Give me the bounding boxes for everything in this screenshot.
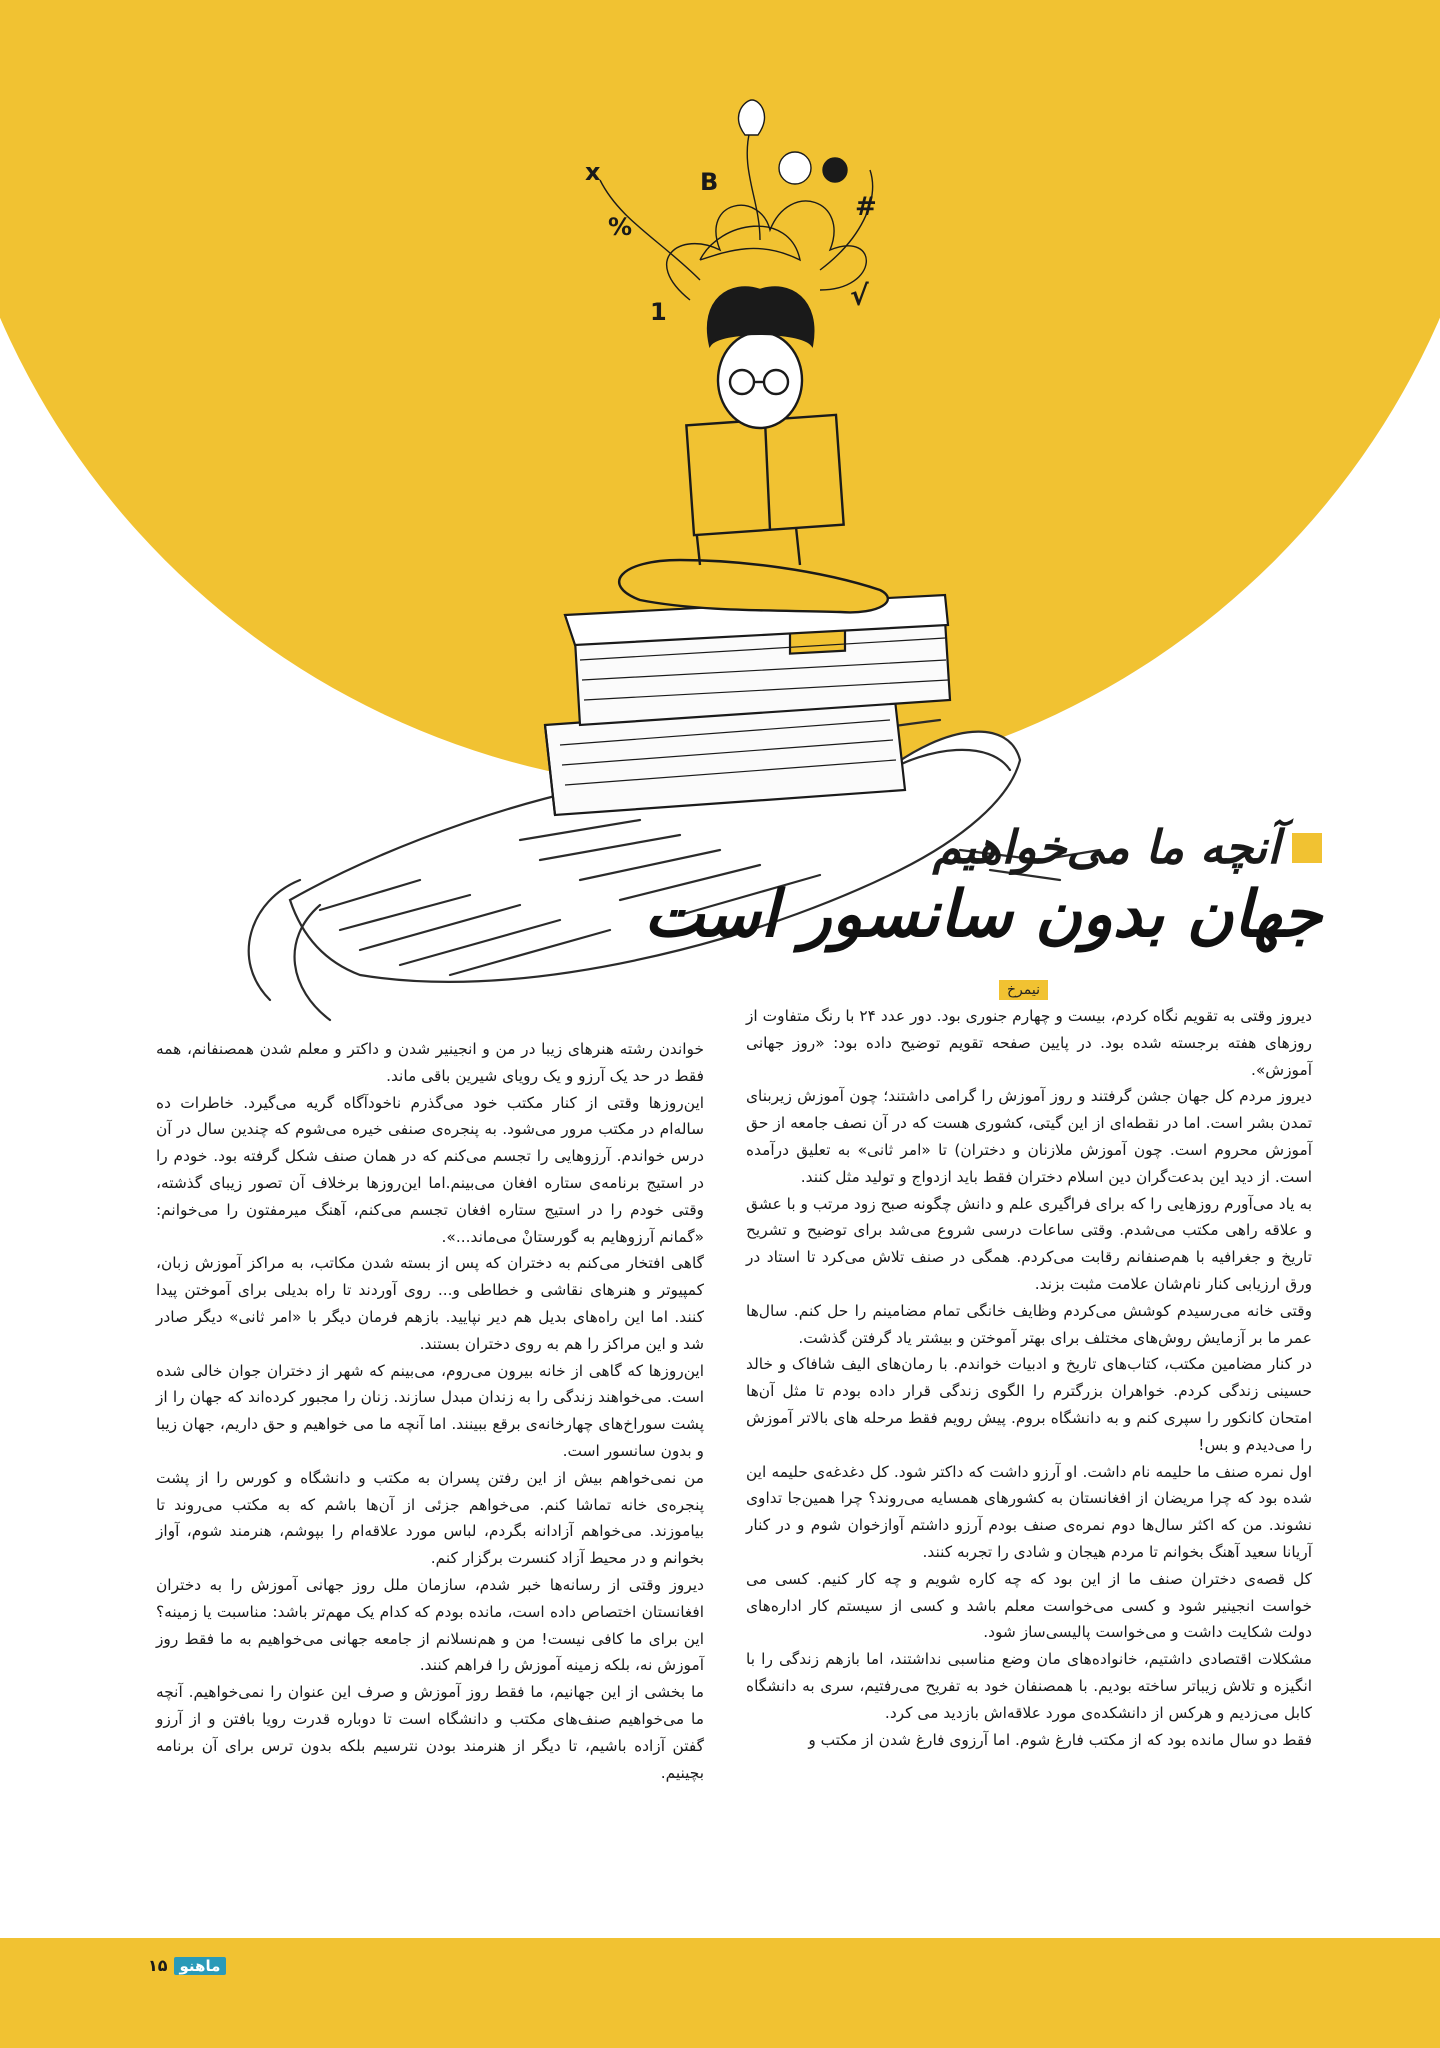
paragraph: این‌روزها وقتی از کنار مکتب خود می‌گذرم ناخودآگاه گریه می‌گیرد. خاطرات ده ساله‌ام در مکتب مرور می‌شود. به پنجره‌ی صنفی خیره می‌شوم که چندین سال در آن درس خواندم. آرزوهایی را تجسم می‌کنم که در همان صنف شکل گرفته بود. خودم را در استیج برنامه‌ی ستاره افغان می‌بینم.اما این‌روزها برخلاف آن تصور زیبای گذشته، وقتی خودم را در استیج ستاره افغان تجسم می‌کنم، آهنگ میرمفتون را می‌خوانم: «گمانم آرزوهایم به گورستانْ می‌ماند...». bbox=[156, 1093, 704, 1246]
paragraph: دیروز مردم کل جهان جشن گرفتند و روز آموزش را گرامی داشتند؛ چون آموزش زیربنای تمدن بشر است. اما در نقطه‌ای از این گیتی، کشوری هست که در آن نصف جامعه از حق آموزش محروم است. چون آموزش ملازنان و دختران) تا «امر ثانی» به تعلیق درآمده است. از دید این بدعت‌گران دین اسلام دختران فقط باید ازدواج و تولید مثل کنند. bbox=[746, 1087, 1312, 1186]
page-number-group bbox=[148, 1956, 226, 1975]
paragraph: اول نمره صنف ما حلیمه نام داشت. او آرزو داشت که داکتر شود. کل دغدغه‌ی حلیمه این شده بود که چرا مریضان از افغانستان به کشورهای همسایه می‌روند؟ چرا همین‌جا تداوی نشوند. من که اکثر سال‌ها دوم نمره‌ی صنف بودم آرزو داشتم آوازخوان شوم و در کنار آریانا سعید آهنگ بخوانم تا مردم هیجان و شادی را تجربه کنند. bbox=[746, 1462, 1312, 1561]
author-badge: نیمرخ bbox=[999, 980, 1048, 1000]
paragraph: مشکلات اقتصادی داشتیم، خانواده‌های مان وضع مناسبی نداشتند، اما بازهم زندگی را با انگیزه و تلاش زیباتر ساخته بودیم. با همصنفان خود به تفریح می‌رفتیم، سری به دانشگاه کابل می‌زدیم و هرکس از دانشکده‌ی مورد علاقه‌اش بازدید می کرد. bbox=[746, 1650, 1312, 1722]
paragraph: این‌روزها که گاهی از خانه بیرون می‌روم، می‌بینم که شهر از دختران جوان خالی شده است. می‌خواهند زندگی را به زندان مبدل سازند. زنان را مجبور کرده‌اند که جهان را از پشت سوراخ‌های چهارخانه‌ی برقع ببینند. اما آنچه ما می خواهیم و حق داریم، جهان زیبا و بدون سانسور است. bbox=[156, 1361, 704, 1460]
article-title-block bbox=[622, 815, 1322, 955]
paragraph: وقتی خانه می‌رسیدم کوشش می‌کردم وظایف خانگی تمام مضامینم را حل کنم. سال‌ها عمر ما بر آزمایش روش‌های مختلف برای بهتر آموختن و بیشتر یاد گرفتن گذشت. bbox=[746, 1301, 1312, 1347]
title-marker-square bbox=[1292, 833, 1322, 863]
paragraph: گاهی افتخار می‌کنم به دختران که پس از بسته شدن مکاتب، به مراکز آموزش زبان، کمپیوتر و هنرهای نقاشی و خطاطی و... روی آوردند تا راه بدیلی برای آموختن پیدا کنند. اما این راه‌های بدیل هم دیر نپایید. بازهم فرمان دیگر با «امر ثانی» دیگر صادر شد و این مراکز را هم به روی دختران بستند. bbox=[156, 1254, 704, 1353]
boy-reading bbox=[619, 287, 888, 612]
doodle-sqrt: √ bbox=[850, 279, 869, 312]
page-number: ۱۵ bbox=[148, 1956, 168, 1975]
paragraph: دیروز وقتی به تقویم نگاه کردم، بیست و چهارم جنوری بود. دور عدد ۲۴ با رنگ متفاوت از روزهای هفته برجسته شده بود. در پایین صفحه تقویم توضیح داده بود: «روز جهانی آموزش». bbox=[746, 1007, 1312, 1079]
magazine-logo: ماهنو bbox=[174, 1957, 227, 1975]
article-title: جهان بدون سانسور است bbox=[644, 877, 1322, 952]
paragraph: به یاد می‌آورم روزهایی را که برای فراگیری علم و دانش چگونه صبح زود مرتب و با عشق و علاقه راهی مکتب می‌شدم. وقتی ساعات درسی شروع می‌شد برای توضیح و تشریح تاریخ و جغرافیه با هم‌صنفانم رقابت می‌کردم. همگی در صنف تلاش می‌کرد تا استاد در ورق ارزیابی کنار نام‌شان علامت مثبت بزند. bbox=[746, 1194, 1312, 1293]
page-footer bbox=[0, 1938, 1440, 2048]
paragraph: ما بخشی از این جهانیم، ما فقط روز آموزش و صرف این عنوان را نمی‌خواهیم. آنچه ما می‌خواهیم صنف‌های مکتب و دانشگاه است تا دوباره قدرت رویا بافتن و از آرزو گفتن آزاده باشیم، تا دیگر از هنرمند بودن نترسیم بلکه بدون ترس برای آن برنامه بچینیم. bbox=[156, 1683, 704, 1782]
paragraph: کل قصه‌ی دختران صنف ما از این بود که چه کاره شویم و چه کار کنیم. کسی می خواست انجینیر شود و کسی می‌خواست معلم باشد و کسی از سیستم کار اداره‌های دولت شکایت داشت و می‌خواست پالیسی‌ساز شود. bbox=[746, 1569, 1312, 1642]
paragraph: دیروز وقتی از رسانه‌ها خبر شدم، سازمان ملل روز جهانی آموزش را به دختران افغانستان اختصاص داده است، مانده بودم که کدام یک مهم‌تر باشد: مناسبت یا زمینه؟ این برای ما کافی نیست! من و هم‌نسلانم از جامعه جهانی می‌خواهیم به ما فقط روز آموزش نه، بلکه زمینه آموزش را فراهم کنند. bbox=[156, 1575, 704, 1675]
paragraph: در کنار مضامین مکتب، کتاب‌های تاریخ و ادبیات خواندم. با رمان‌های الیف شافاک و خالد حسینی زندگی کردم. خواهران بزرگترم را الگوی زندگی قرار داده بودم تا مثل آن‌ها امتحان کانکور را سپری کنم و به دانشگاه بروم. پیش رویم فقط مرحله های بالاتر آموزش را می‌دیدم و بس! bbox=[746, 1355, 1312, 1454]
article-column-left bbox=[156, 1036, 704, 1786]
paragraph: فقط دو سال مانده بود که از مکتب فارغ شوم. اما آرزوی فارغ شدن از مکتب و bbox=[808, 1730, 1312, 1749]
paragraph: من نمی‌خواهم بیش از این رفتن پسران به مکتب و دانشگاه و کورس را از پشت پنجره‌ی خانه تماشا کنم. می‌خواهم جزئی از آن‌ها باشم که به مکتب می‌روند تا بیاموزند. می‌خواهم آزادانه بگردم، لباس مورد علاقه‌ام را بپوشم، هنرمند شوم، آواز بخوانم و در محیط آزاد کنسرت برگزار کنم. bbox=[156, 1468, 704, 1568]
article-kicker: آنچه ما می‌خواهیم bbox=[932, 820, 1280, 874]
doodle-hash: # bbox=[855, 192, 877, 222]
paragraph: خواندن رشته هنرهای زیبا در من و انجینیر شدن و داکتر و معلم شدن همصنفانم، همه فقط در حد یک آرزو و یک رویای شیرین باقی ماند. bbox=[156, 1040, 704, 1085]
doodle-percent: % bbox=[608, 213, 633, 241]
book-stack bbox=[545, 581, 950, 815]
thought-scribbles bbox=[600, 100, 873, 300]
doodle-x: x bbox=[585, 158, 601, 186]
doodle-b: B bbox=[700, 168, 719, 196]
article-column-right bbox=[746, 1003, 1312, 1753]
doodle-one: 1 bbox=[650, 298, 667, 326]
